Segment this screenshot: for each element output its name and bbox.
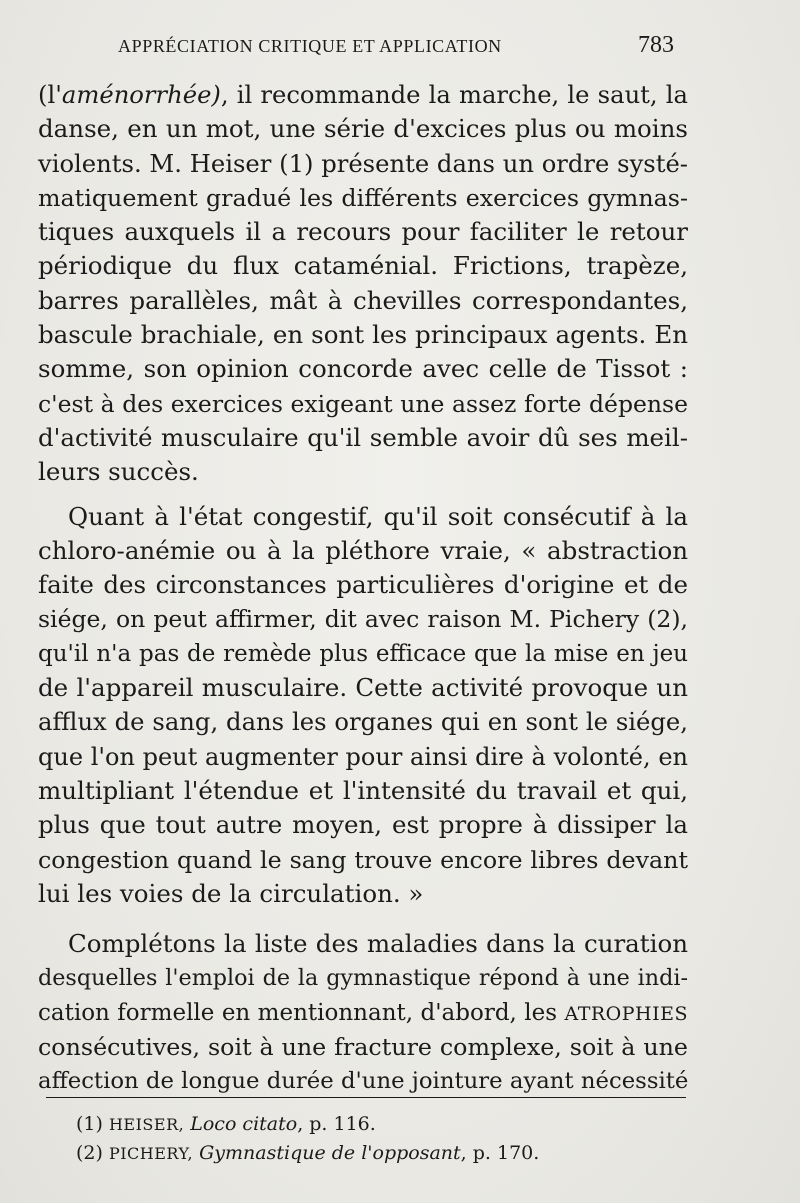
small-caps-term: ATROPHIES [564, 1002, 688, 1025]
text-line: desquelles l'emploi de la gymnastique répond à une indi- [38, 965, 688, 992]
page-body [38, 78, 688, 1099]
text-line: matiquement gradué les différents exercices gymnas- [38, 183, 688, 212]
text-line: affection de longue durée d'une jointure ayant nécessité [38, 1068, 689, 1095]
text-line: d'activité musculaire qu'il semble avoir dû ses meil- [38, 422, 688, 452]
footnote-rule [46, 1097, 686, 1098]
text-line: faite des circonstances particulières d'origine et de [38, 570, 688, 600]
text-line: danse, en un mot, une série d'excices plus ou moins [38, 114, 688, 144]
text-line: lui les voies de la circulation. » [38, 878, 424, 908]
text-line: que l'on peut augmenter pour ainsi dire à volonté, en [38, 742, 688, 771]
text-line: qu'il n'a pas de remède plus efficace que la mise en jeu [38, 640, 688, 667]
text-line: barres parallèles, mât à chevilles correspondantes, [38, 285, 688, 315]
text-line: afflux de sang, dans les organes qui en sont le siége, [38, 707, 688, 737]
paragraph-1 [38, 78, 688, 490]
text-line: plus que tout autre moyen, est propre à dissiper la [38, 810, 688, 840]
text-line: consécutives, soit à une fracture complexe, soit à une [38, 1033, 688, 1062]
text-line: bascule brachiale, en sont les principaux agents. En [38, 320, 688, 350]
page-header [118, 34, 674, 62]
running-title: APPRÉCIATION CRITIQUE ET APPLICATION [118, 36, 502, 56]
text-line: chloro-anémie ou à la pléthore vraie, « abstraction [38, 535, 688, 565]
paragraph-3 [38, 927, 688, 1098]
text-line: tiques auxquels il a recours pour faciliter le retour [38, 217, 688, 247]
text-line: multipliant l'étendue et l'intensité du travail et qui, [38, 775, 688, 805]
text-line: c'est à des exercices exigeant une assez forte dépense [38, 389, 688, 418]
text-line: cation formelle en mentionnant, d'abord, les ATROPHIES [38, 999, 688, 1026]
paragraph-spacer [38, 490, 688, 500]
text-line: (l'aménorrhée), il recommande la marche, le saut, la [38, 80, 688, 109]
text-line: Quant à l'état congestif, qu'il soit consécutif à la [68, 501, 688, 531]
text-line: violents. M. Heiser (1) présente dans un ordre systé- [38, 148, 688, 178]
text-line: leurs succès. [38, 457, 199, 487]
italic-term: aménorrhée) [61, 80, 221, 109]
footnotes [76, 1110, 539, 1168]
text-line: somme, son opinion concorde avec celle de Tissot : [38, 354, 688, 384]
page-number: 783 [638, 32, 674, 58]
text-line: périodique du flux cataménial. Frictions, trapèze, [38, 251, 688, 281]
text-line: siége, on peut affirmer, dit avec raison M. Pichery (2), [38, 605, 688, 634]
text-line: Complétons la liste des maladies dans la curation [68, 929, 688, 959]
footnote-1: (1) HEISER, Loco citato, p. 116. [76, 1113, 376, 1135]
text-line: de l'appareil musculaire. Cette activité provoque un [38, 673, 688, 703]
text-line: congestion quand le sang trouve encore libres devant [38, 845, 688, 874]
paragraph-spacer [38, 911, 688, 927]
footnote-2: (2) PICHERY, Gymnastique de l'opposant, p. 170. [76, 1142, 540, 1164]
paragraph-2 [38, 500, 688, 912]
